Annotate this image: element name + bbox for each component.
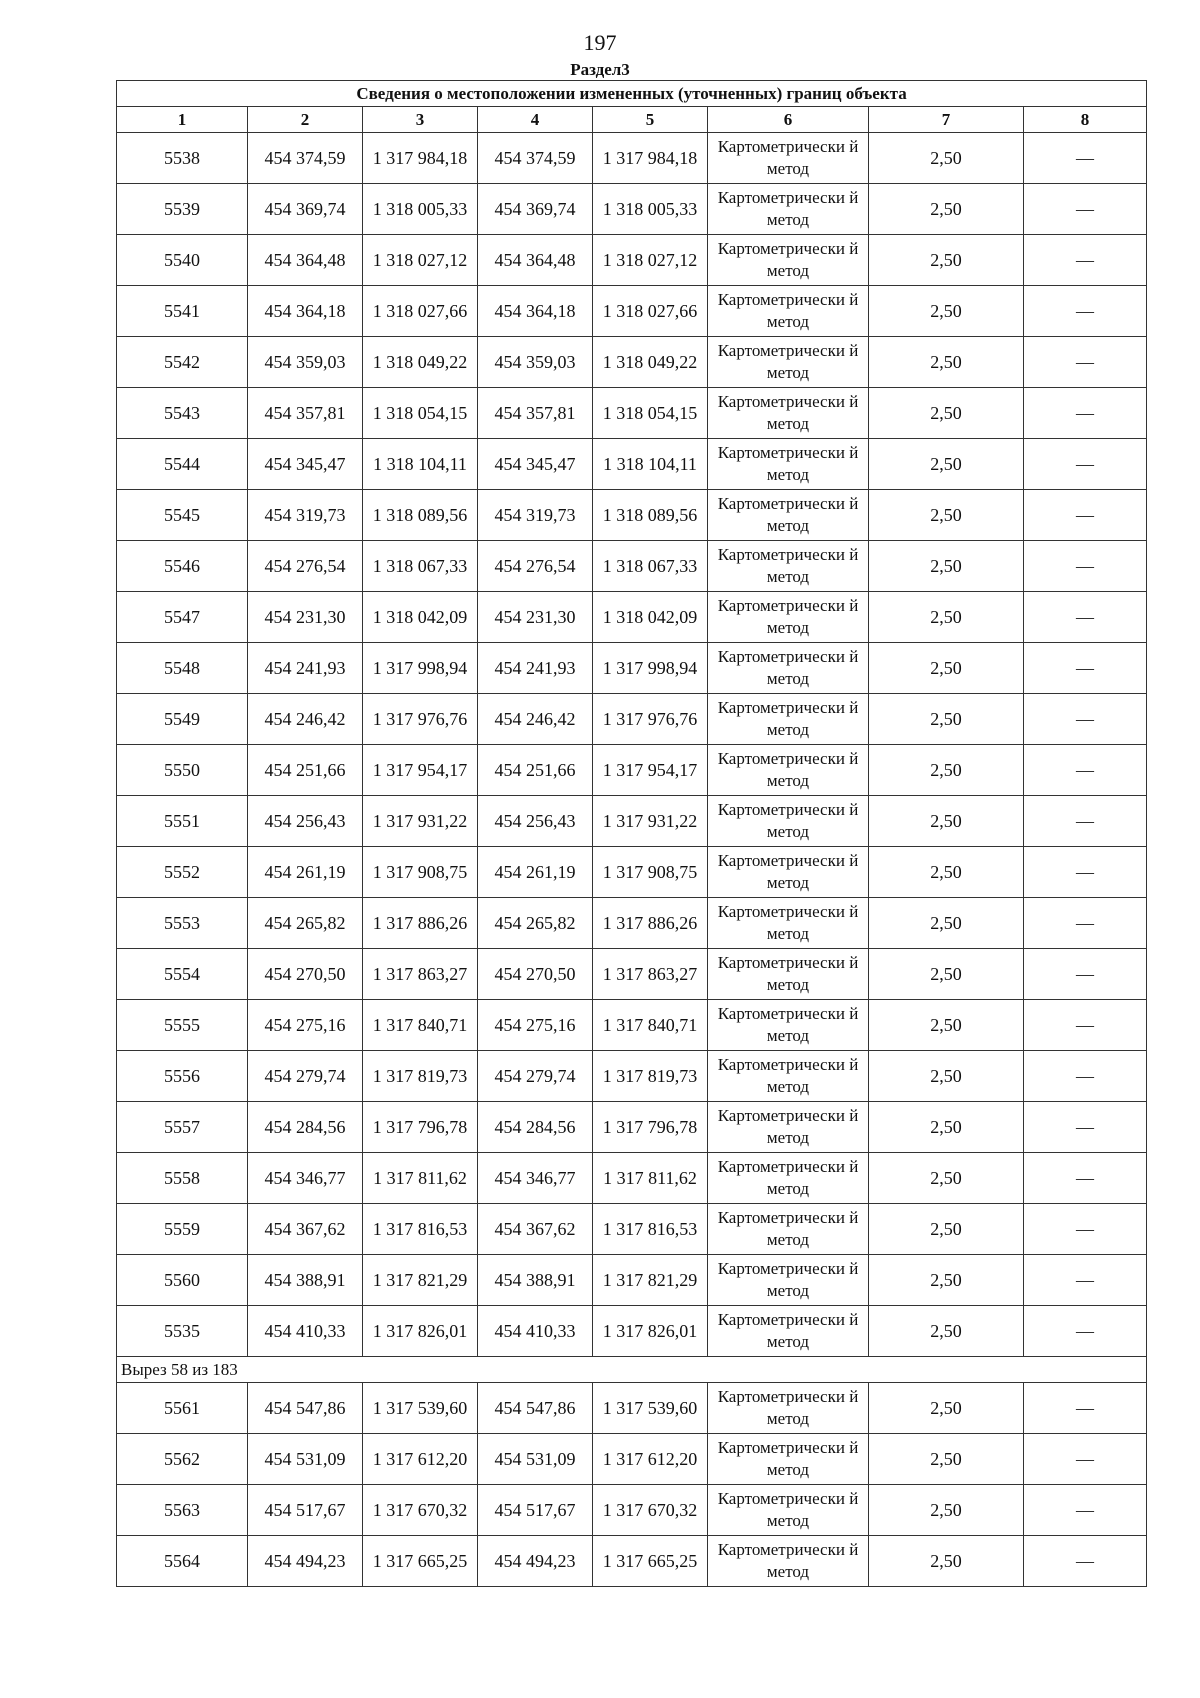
cell-col-6: Картометрически й метод (708, 439, 869, 490)
cell-col-3: 1 317 954,17 (363, 745, 478, 796)
cell-col-5: 1 318 104,11 (593, 439, 708, 490)
cell-col-6: Картометрически й метод (708, 1255, 869, 1306)
cell-col-7: 2,50 (869, 439, 1024, 490)
cell-col-2: 454 270,50 (248, 949, 363, 1000)
cell-col-5: 1 317 998,94 (593, 643, 708, 694)
cell-col-5: 1 317 840,71 (593, 1000, 708, 1051)
cell-col-8: — (1024, 1383, 1147, 1434)
cell-col-8: — (1024, 541, 1147, 592)
cell-col-5: 1 317 886,26 (593, 898, 708, 949)
cell-col-4: 454 276,54 (478, 541, 593, 592)
cell-col-1: 5545 (117, 490, 248, 541)
cell-col-5: 1 318 049,22 (593, 337, 708, 388)
cell-col-5: 1 317 539,60 (593, 1383, 708, 1434)
cell-col-1: 5548 (117, 643, 248, 694)
cell-col-4: 454 547,86 (478, 1383, 593, 1434)
cell-col-2: 454 319,73 (248, 490, 363, 541)
cell-col-6: Картометрически й метод (708, 949, 869, 1000)
column-header: 4 (478, 107, 593, 133)
cell-col-6: Картометрически й метод (708, 643, 869, 694)
cell-col-7: 2,50 (869, 235, 1024, 286)
cell-col-2: 454 357,81 (248, 388, 363, 439)
cell-col-4: 454 284,56 (478, 1102, 593, 1153)
cell-col-6: Картометрически й метод (708, 235, 869, 286)
cell-col-6: Картометрически й метод (708, 184, 869, 235)
cell-col-5: 1 317 612,20 (593, 1434, 708, 1485)
cell-col-8: — (1024, 1485, 1147, 1536)
cell-col-8: — (1024, 1306, 1147, 1357)
cell-col-2: 454 369,74 (248, 184, 363, 235)
cell-col-3: 1 318 104,11 (363, 439, 478, 490)
cell-col-6: Картометрически й метод (708, 1102, 869, 1153)
cell-col-4: 454 345,47 (478, 439, 593, 490)
group-label: Вырез 58 из 183 (117, 1357, 1147, 1383)
cell-col-3: 1 318 005,33 (363, 184, 478, 235)
table-row (117, 643, 1147, 694)
cell-col-2: 454 346,77 (248, 1153, 363, 1204)
table-row (117, 1536, 1147, 1587)
cell-col-3: 1 317 665,25 (363, 1536, 478, 1587)
cell-col-5: 1 318 054,15 (593, 388, 708, 439)
cell-col-2: 454 256,43 (248, 796, 363, 847)
cell-col-4: 454 494,23 (478, 1536, 593, 1587)
cell-col-7: 2,50 (869, 1204, 1024, 1255)
cell-col-4: 454 410,33 (478, 1306, 593, 1357)
cell-col-2: 454 261,19 (248, 847, 363, 898)
section-title: Раздел3 (570, 60, 630, 79)
cell-col-8: — (1024, 847, 1147, 898)
cell-col-4: 454 261,19 (478, 847, 593, 898)
table-body (117, 133, 1147, 1587)
cell-col-3: 1 317 998,94 (363, 643, 478, 694)
cell-col-3: 1 317 931,22 (363, 796, 478, 847)
cell-col-1: 5557 (117, 1102, 248, 1153)
cell-col-1: 5547 (117, 592, 248, 643)
cell-col-8: — (1024, 1204, 1147, 1255)
cell-col-5: 1 317 954,17 (593, 745, 708, 796)
cell-col-6: Картометрически й метод (708, 1000, 869, 1051)
table-row (117, 694, 1147, 745)
cell-col-1: 5541 (117, 286, 248, 337)
cell-col-3: 1 318 027,12 (363, 235, 478, 286)
cell-col-1: 5564 (117, 1536, 248, 1587)
cell-col-5: 1 318 005,33 (593, 184, 708, 235)
table-row (117, 592, 1147, 643)
cell-col-5: 1 317 976,76 (593, 694, 708, 745)
table-row (117, 1306, 1147, 1357)
table-row (117, 490, 1147, 541)
cell-col-8: — (1024, 1536, 1147, 1587)
cell-col-4: 454 517,67 (478, 1485, 593, 1536)
column-header: 8 (1024, 107, 1147, 133)
cell-col-5: 1 317 863,27 (593, 949, 708, 1000)
table-row (117, 1383, 1147, 1434)
cell-col-7: 2,50 (869, 337, 1024, 388)
cell-col-5: 1 317 819,73 (593, 1051, 708, 1102)
cell-col-8: — (1024, 133, 1147, 184)
cell-col-5: 1 317 670,32 (593, 1485, 708, 1536)
cell-col-7: 2,50 (869, 1434, 1024, 1485)
table-row (117, 388, 1147, 439)
column-header: 7 (869, 107, 1024, 133)
table-row (117, 235, 1147, 286)
cell-col-7: 2,50 (869, 1102, 1024, 1153)
cell-col-3: 1 317 976,76 (363, 694, 478, 745)
cell-col-8: — (1024, 592, 1147, 643)
cell-col-2: 454 410,33 (248, 1306, 363, 1357)
table-row (117, 337, 1147, 388)
table-row (117, 1434, 1147, 1485)
cell-col-8: — (1024, 1153, 1147, 1204)
table-row (117, 1102, 1147, 1153)
cell-col-8: — (1024, 490, 1147, 541)
cell-col-6: Картометрически й метод (708, 1536, 869, 1587)
cell-col-2: 454 359,03 (248, 337, 363, 388)
cell-col-5: 1 317 816,53 (593, 1204, 708, 1255)
cell-col-3: 1 318 067,33 (363, 541, 478, 592)
cell-col-2: 454 364,18 (248, 286, 363, 337)
cell-col-3: 1 317 819,73 (363, 1051, 478, 1102)
cell-col-4: 454 231,30 (478, 592, 593, 643)
cell-col-2: 454 345,47 (248, 439, 363, 490)
cell-col-4: 454 256,43 (478, 796, 593, 847)
cell-col-6: Картометрически й метод (708, 541, 869, 592)
cell-col-3: 1 317 539,60 (363, 1383, 478, 1434)
cell-col-5: 1 318 027,12 (593, 235, 708, 286)
cell-col-1: 5542 (117, 337, 248, 388)
cell-col-4: 454 367,62 (478, 1204, 593, 1255)
cell-col-8: — (1024, 184, 1147, 235)
cell-col-7: 2,50 (869, 541, 1024, 592)
cell-col-2: 454 388,91 (248, 1255, 363, 1306)
cell-col-6: Картометрически й метод (708, 337, 869, 388)
cell-col-6: Картометрически й метод (708, 388, 869, 439)
cell-col-6: Картометрически й метод (708, 1434, 869, 1485)
cell-col-3: 1 317 612,20 (363, 1434, 478, 1485)
cell-col-1: 5552 (117, 847, 248, 898)
cell-col-4: 454 319,73 (478, 490, 593, 541)
cell-col-3: 1 318 089,56 (363, 490, 478, 541)
cell-col-4: 454 270,50 (478, 949, 593, 1000)
cell-col-2: 454 374,59 (248, 133, 363, 184)
cell-col-1: 5559 (117, 1204, 248, 1255)
cell-col-7: 2,50 (869, 1306, 1024, 1357)
cell-col-7: 2,50 (869, 745, 1024, 796)
boundary-coordinates-table (116, 80, 1147, 1587)
cell-col-4: 454 388,91 (478, 1255, 593, 1306)
cell-col-1: 5550 (117, 745, 248, 796)
cell-col-8: — (1024, 694, 1147, 745)
cell-col-4: 454 241,93 (478, 643, 593, 694)
cell-col-7: 2,50 (869, 949, 1024, 1000)
cell-col-4: 454 369,74 (478, 184, 593, 235)
column-header: 3 (363, 107, 478, 133)
cell-col-6: Картометрически й метод (708, 1383, 869, 1434)
cell-col-5: 1 318 067,33 (593, 541, 708, 592)
table-row (117, 847, 1147, 898)
table-row (117, 184, 1147, 235)
cell-col-8: — (1024, 286, 1147, 337)
cell-col-1: 5535 (117, 1306, 248, 1357)
cell-col-6: Картометрически й метод (708, 286, 869, 337)
cell-col-7: 2,50 (869, 388, 1024, 439)
cell-col-3: 1 317 670,32 (363, 1485, 478, 1536)
cell-col-2: 454 265,82 (248, 898, 363, 949)
cell-col-7: 2,50 (869, 1153, 1024, 1204)
cell-col-7: 2,50 (869, 1051, 1024, 1102)
cell-col-1: 5554 (117, 949, 248, 1000)
cell-col-6: Картометрически й метод (708, 490, 869, 541)
cell-col-2: 454 246,42 (248, 694, 363, 745)
cell-col-2: 454 251,66 (248, 745, 363, 796)
cell-col-7: 2,50 (869, 592, 1024, 643)
cell-col-7: 2,50 (869, 1255, 1024, 1306)
page-number: 197 (583, 30, 617, 55)
cell-col-6: Картометрически й метод (708, 1051, 869, 1102)
table-row (117, 1153, 1147, 1204)
cell-col-7: 2,50 (869, 490, 1024, 541)
cell-col-1: 5539 (117, 184, 248, 235)
cell-col-2: 454 367,62 (248, 1204, 363, 1255)
cell-col-8: — (1024, 1255, 1147, 1306)
cell-col-7: 2,50 (869, 133, 1024, 184)
cell-col-5: 1 317 908,75 (593, 847, 708, 898)
cell-col-6: Картометрически й метод (708, 1153, 869, 1204)
cell-col-1: 5561 (117, 1383, 248, 1434)
cell-col-7: 2,50 (869, 1536, 1024, 1587)
cell-col-4: 454 364,48 (478, 235, 593, 286)
cell-col-3: 1 317 816,53 (363, 1204, 478, 1255)
cell-col-3: 1 318 027,66 (363, 286, 478, 337)
cell-col-3: 1 318 042,09 (363, 592, 478, 643)
cell-col-1: 5558 (117, 1153, 248, 1204)
cell-col-7: 2,50 (869, 1383, 1024, 1434)
cell-col-7: 2,50 (869, 847, 1024, 898)
cell-col-5: 1 317 931,22 (593, 796, 708, 847)
cell-col-7: 2,50 (869, 898, 1024, 949)
table-row (117, 439, 1147, 490)
table-row (117, 1255, 1147, 1306)
cell-col-6: Картометрически й метод (708, 847, 869, 898)
cell-col-2: 454 517,67 (248, 1485, 363, 1536)
cell-col-7: 2,50 (869, 1000, 1024, 1051)
cell-col-4: 454 346,77 (478, 1153, 593, 1204)
group-label-row (117, 1357, 1147, 1383)
cell-col-8: — (1024, 643, 1147, 694)
cell-col-4: 454 279,74 (478, 1051, 593, 1102)
table-row (117, 1051, 1147, 1102)
table-row (117, 1000, 1147, 1051)
cell-col-1: 5553 (117, 898, 248, 949)
cell-col-2: 454 531,09 (248, 1434, 363, 1485)
cell-col-2: 454 494,23 (248, 1536, 363, 1587)
cell-col-4: 454 251,66 (478, 745, 593, 796)
table-caption: Сведения о местоположении измененных (уточненных) границ объекта (117, 81, 1147, 107)
table-row (117, 286, 1147, 337)
cell-col-4: 454 246,42 (478, 694, 593, 745)
cell-col-2: 454 284,56 (248, 1102, 363, 1153)
cell-col-5: 1 318 042,09 (593, 592, 708, 643)
cell-col-7: 2,50 (869, 1485, 1024, 1536)
cell-col-8: — (1024, 439, 1147, 490)
cell-col-3: 1 317 821,29 (363, 1255, 478, 1306)
cell-col-4: 454 364,18 (478, 286, 593, 337)
cell-col-3: 1 318 049,22 (363, 337, 478, 388)
cell-col-2: 454 276,54 (248, 541, 363, 592)
cell-col-5: 1 317 826,01 (593, 1306, 708, 1357)
cell-col-2: 454 279,74 (248, 1051, 363, 1102)
cell-col-5: 1 317 665,25 (593, 1536, 708, 1587)
cell-col-1: 5555 (117, 1000, 248, 1051)
table-row (117, 745, 1147, 796)
cell-col-7: 2,50 (869, 286, 1024, 337)
table-row (117, 133, 1147, 184)
column-header: 5 (593, 107, 708, 133)
column-header: 1 (117, 107, 248, 133)
cell-col-1: 5551 (117, 796, 248, 847)
cell-col-8: — (1024, 235, 1147, 286)
cell-col-1: 5544 (117, 439, 248, 490)
cell-col-4: 454 359,03 (478, 337, 593, 388)
cell-col-3: 1 317 826,01 (363, 1306, 478, 1357)
cell-col-8: — (1024, 1000, 1147, 1051)
cell-col-8: — (1024, 745, 1147, 796)
cell-col-6: Картометрически й метод (708, 1485, 869, 1536)
cell-col-6: Картометрически й метод (708, 592, 869, 643)
cell-col-8: — (1024, 898, 1147, 949)
cell-col-4: 454 357,81 (478, 388, 593, 439)
cell-col-3: 1 317 984,18 (363, 133, 478, 184)
cell-col-7: 2,50 (869, 643, 1024, 694)
cell-col-8: — (1024, 949, 1147, 1000)
cell-col-6: Картометрически й метод (708, 694, 869, 745)
table-row (117, 898, 1147, 949)
cell-col-1: 5556 (117, 1051, 248, 1102)
cell-col-6: Картометрически й метод (708, 745, 869, 796)
cell-col-4: 454 374,59 (478, 133, 593, 184)
cell-col-1: 5546 (117, 541, 248, 592)
cell-col-3: 1 317 811,62 (363, 1153, 478, 1204)
cell-col-7: 2,50 (869, 796, 1024, 847)
table-row (117, 1485, 1147, 1536)
cell-col-7: 2,50 (869, 694, 1024, 745)
cell-col-5: 1 318 027,66 (593, 286, 708, 337)
table-row (117, 796, 1147, 847)
cell-col-2: 454 275,16 (248, 1000, 363, 1051)
cell-col-5: 1 318 089,56 (593, 490, 708, 541)
cell-col-6: Картометрически й метод (708, 796, 869, 847)
table-row (117, 541, 1147, 592)
column-header-row (117, 107, 1147, 133)
cell-col-1: 5540 (117, 235, 248, 286)
cell-col-2: 454 241,93 (248, 643, 363, 694)
cell-col-2: 454 547,86 (248, 1383, 363, 1434)
cell-col-8: — (1024, 1102, 1147, 1153)
column-header: 6 (708, 107, 869, 133)
cell-col-5: 1 317 811,62 (593, 1153, 708, 1204)
cell-col-2: 454 231,30 (248, 592, 363, 643)
column-header: 2 (248, 107, 363, 133)
cell-col-4: 454 531,09 (478, 1434, 593, 1485)
cell-col-1: 5538 (117, 133, 248, 184)
cell-col-6: Картометрически й метод (708, 1204, 869, 1255)
table-row (117, 949, 1147, 1000)
cell-col-6: Картометрически й метод (708, 1306, 869, 1357)
cell-col-1: 5543 (117, 388, 248, 439)
cell-col-8: — (1024, 796, 1147, 847)
cell-col-3: 1 317 840,71 (363, 1000, 478, 1051)
cell-col-8: — (1024, 388, 1147, 439)
cell-col-3: 1 317 908,75 (363, 847, 478, 898)
cell-col-6: Картометрически й метод (708, 133, 869, 184)
cell-col-1: 5562 (117, 1434, 248, 1485)
cell-col-1: 5560 (117, 1255, 248, 1306)
cell-col-1: 5563 (117, 1485, 248, 1536)
cell-col-3: 1 317 863,27 (363, 949, 478, 1000)
cell-col-3: 1 318 054,15 (363, 388, 478, 439)
cell-col-4: 454 275,16 (478, 1000, 593, 1051)
cell-col-4: 454 265,82 (478, 898, 593, 949)
cell-col-8: — (1024, 337, 1147, 388)
cell-col-5: 1 317 796,78 (593, 1102, 708, 1153)
cell-col-5: 1 317 984,18 (593, 133, 708, 184)
cell-col-2: 454 364,48 (248, 235, 363, 286)
cell-col-3: 1 317 886,26 (363, 898, 478, 949)
cell-col-5: 1 317 821,29 (593, 1255, 708, 1306)
cell-col-3: 1 317 796,78 (363, 1102, 478, 1153)
cell-col-1: 5549 (117, 694, 248, 745)
cell-col-6: Картометрически й метод (708, 898, 869, 949)
cell-col-8: — (1024, 1051, 1147, 1102)
table-row (117, 1204, 1147, 1255)
cell-col-7: 2,50 (869, 184, 1024, 235)
cell-col-8: — (1024, 1434, 1147, 1485)
